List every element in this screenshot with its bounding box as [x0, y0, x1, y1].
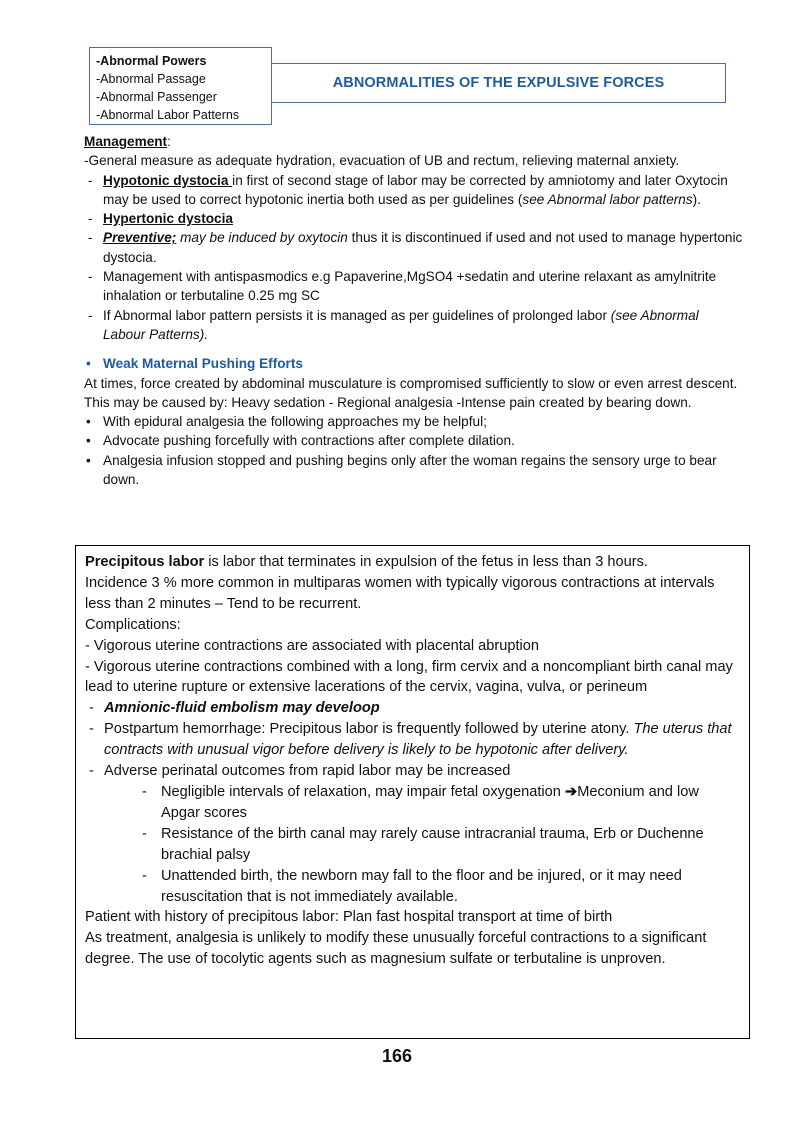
precipitous-history: Patient with history of precipitous labor: Plan fast hospital transport at time of birth	[85, 909, 613, 926]
precipitous-treatment: As treatment, analgesia is unlikely to modify these unusually forceful contractions to a significant degree. The use of tocolytic agents such as magnesium sulfate or terbutaline is unproven.	[85, 930, 707, 968]
weak-pushing-bullet: • With epidural analgesia the following approaches my be helpful;	[84, 412, 744, 431]
weak-pushing-para1: At times, force created by abdominal musculature is compromised sufficiently to slow or even arrest descent.	[84, 375, 738, 391]
complications-label: Complications:	[85, 616, 181, 633]
weak-pushing-bullet: • Advocate pushing forcefully with contractions after complete dilation.	[84, 431, 744, 450]
outline-item-powers: -Abnormal Powers	[96, 54, 207, 68]
precipitous-labor-box	[75, 545, 750, 1039]
perinatal-sub-item: - Unattended birth, the newborn may fall to the floor and be injured, or it may need resuscitation that is not immediately available.	[85, 866, 739, 908]
complication-abruption: - Vigorous uterine contractions are associated with placental abruption	[85, 637, 540, 654]
complication-pph: - Postpartum hemorrhage: Precipitous labor is frequently followed by uterine atony. The uterus that contracts with unusual vigor before delivery is likely to be hypotonic after delivery.	[85, 719, 739, 761]
outline-item-labor-patterns: -Abnormal Labor Patterns	[96, 108, 240, 122]
precipitous-incidence: Incidence 3 % more common in multiparas women with typically vigorous contractions at intervals less than 2 minutes – Tend to be recurrent.	[85, 574, 715, 612]
management-heading: Management:	[84, 134, 171, 149]
precipitous-definition: Precipitous labor is labor that terminates in expulsion of the fetus in less than 3 hours.	[85, 554, 648, 570]
antispasmodics-item: - Management with antispasmodics e.g Papaverine,MgSO4 +sedatin and uterine relaxant as amylnitrite inhalation or terbutaline 0.25 mg SC	[84, 267, 744, 306]
page-number: 166	[381, 1046, 413, 1066]
outline-item-passage: -Abnormal Passage	[96, 72, 206, 86]
hypotonic-item: - Hypotonic dystocia in first of second stage of labor may be corrected by amniotomy and later Oxytocin may be used to correct hypotonic inertia both used as per guidelines (see Abnormal labor patterns).	[84, 171, 744, 210]
preventive-item: - Preventive; may be induced by oxytocin thus it is discontinued if used and not used to manage hypertonic dystocia.	[84, 228, 744, 267]
weak-pushing-para2: This may be caused by: Heavy sedation - Regional analgesia -Intense pain created by bearing down.	[84, 394, 692, 410]
persists-item: - If Abnormal labor pattern persists it is managed as per guidelines of prolonged labor (see Abnormal Labour Patterns).	[84, 306, 744, 345]
perinatal-sub-item: - Negligible intervals of relaxation, may impair fetal oxygenation ➔Meconium and low Apgar scores	[85, 782, 739, 824]
arrow-right-icon: ➔	[564, 783, 578, 800]
weak-pushing-heading: • Weak Maternal Pushing Efforts	[84, 354, 744, 373]
complication-embolism: - Amnionic-fluid embolism may develoop	[85, 698, 739, 719]
hypertonic-item: - Hypertonic dystocia	[84, 209, 744, 228]
section-title-box	[272, 63, 726, 103]
perinatal-sub-item: - Resistance of the birth canal may rarely cause intracranial trauma, Erb or Duchenne brachial palsy	[85, 824, 739, 866]
perinatal-outcomes: - Adverse perinatal outcomes from rapid labor may be increased	[85, 761, 739, 782]
management-section	[84, 132, 744, 489]
general-measures: -General measure as adequate hydration, evacuation of UB and rectum, relieving maternal anxiety.	[84, 153, 680, 169]
section-title: ABNORMALITIES OF THE EXPULSIVE FORCES	[332, 75, 665, 91]
complication-rupture: - Vigorous uterine contractions combined with a long, firm cervix and a noncompliant birth canal may lead to uterine rupture or extensive lacerations of the cervix, vagina, vulva, or perineum	[85, 658, 733, 696]
outline-item-passenger: -Abnormal Passenger	[96, 90, 217, 104]
topic-outline-box	[89, 47, 272, 125]
weak-pushing-bullet: • Analgesia infusion stopped and pushing begins only after the woman regains the sensory urge to bear down.	[84, 451, 744, 490]
